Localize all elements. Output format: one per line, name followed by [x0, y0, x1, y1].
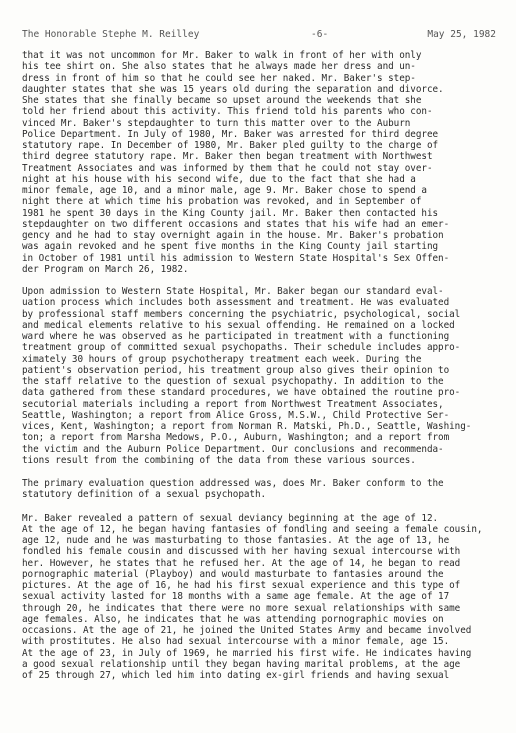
text-line: gency and he had to stay overnight again in the house. Mr. Baker's probation [22, 230, 444, 241]
paragraph-question [22, 478, 496, 501]
text-line: pornographic material (Playboy) and would masturbate to fantasies around the [22, 568, 444, 580]
text-line: Police Department. In July of 1980, Mr. Baker was arrested for third degree [22, 128, 439, 140]
text-line: night there at which time his probation was revoked, and in September of [22, 196, 422, 208]
text-line: occasions. At the age of 21, he joined the United States Army and became involved [22, 625, 472, 636]
text-line: data gathered from these standard procedures, we have obtained the routine pro- [22, 387, 461, 399]
text-line: der Program on March 26, 1982. [22, 263, 189, 275]
paragraph-spacer [22, 501, 496, 513]
text-line: secutorial materials including a report from Northwest Treatment Associates, [22, 398, 444, 410]
text-line: statutory definition of a sexual psychopath. [22, 489, 267, 501]
text-line: was again revoked and he spent five months in the King County jail starting [22, 241, 439, 253]
text-line: treatment group of committed sexual psychopaths. Their schedule includes appro- [22, 342, 461, 354]
text-line: tions result from the combining of the data from these various sources. [22, 454, 416, 466]
text-line: At the age of 23, in July of 1969, he married his first wife. He indicates having [22, 647, 472, 659]
paragraph-evaluation [22, 286, 496, 466]
text-line: age 12, nude and he was masturbating to those fantasies. At the age of 13, he [22, 535, 450, 546]
text-line: Upon admission to Western State Hospital, Mr. Baker began our standard eval- [22, 286, 444, 297]
text-line: with prostitutes. He also had sexual intercourse with a minor female, age 15. [22, 636, 450, 648]
text-line: the staff relative to the question of sexual psychopathy. In addition to the [22, 376, 444, 387]
header-addressee: The Honorable Stephe M. Reilley [22, 29, 200, 40]
text-line: vinced Mr. Baker's stepdaughter to turn this matter over to the Auburn [22, 117, 411, 129]
text-line: that it was not uncommon for Mr. Baker to walk in front of her with only [22, 50, 422, 61]
text-line: Mr. Baker revealed a pattern of sexual deviancy beginning at the age of 12. [22, 512, 439, 524]
text-line: the victim and the Auburn Police Department. Our conclusions and recommenda- [22, 443, 444, 455]
text-line: statutory rape. In December of 1980, Mr. Baker pled guilty to the charge of [22, 140, 439, 151]
text-line: vices, Kent, Washington; a report from Norman R. Matski, Ph.D., Seattle, Washing- [22, 421, 472, 432]
header-page-number: -6- [311, 29, 329, 40]
paragraph-history [22, 50, 496, 275]
document-body [22, 50, 496, 681]
text-line: sexual activity lasted for 18 months with a same age female. At the age of 17 [22, 591, 450, 603]
text-line: dress in front of him so that he could see her naked. Mr. Baker's step- [22, 72, 416, 84]
text-line: The primary evaluation question addressed was, does Mr. Baker conform to the [22, 478, 444, 489]
text-line: night at his house with his second wife, due to the fact that she had a [22, 173, 416, 185]
text-line: uation process which includes both assessment and treatment. He was evaluated [22, 297, 450, 309]
text-line: She states that she finally became so upset around the weekends that she [22, 95, 422, 106]
paragraph-spacer [22, 466, 496, 478]
text-line: his tee shirt on. She also states that he always made her dress and un- [22, 61, 416, 73]
text-line: Treatment Associates and was informed by them that he could not stay over- [22, 162, 433, 174]
text-line: of 25 through 27, which led him into dating ex-girl friends and having sexual [22, 670, 450, 681]
text-line: ximately 30 hours of group psychotherapy treatment each week. During the [22, 353, 422, 365]
text-line: patient's observation period, his treatment group also gives their opinion to [22, 364, 450, 376]
text-line: 1981 he spent 30 days in the King County jail. Mr. Baker then contacted his [22, 207, 439, 219]
paragraph-pattern [22, 513, 496, 682]
text-line: ward where he was observed as he participated in treatment with a functioning [22, 331, 450, 342]
text-line: ton; a report from Marsha Medows, P.O., Auburn, Washington; and a report from [22, 432, 450, 444]
text-line: her. However, he states that he refused her. At the age of 14, he began to read [22, 557, 461, 569]
text-line: fondled his female cousin and discussed with her having sexual intercourse with [22, 546, 461, 558]
text-line: third degree statutory rape. Mr. Baker then began treatment with Northwest [22, 151, 433, 163]
text-line: At the age of 12, he began having fantasies of fondling and seeing a female cousin, [22, 523, 483, 535]
header-date: May 25, 1982 [427, 29, 496, 40]
text-line: daughter states that she was 15 years old during the separation and divorce. [22, 83, 444, 95]
text-line: told her friend about this activity. This friend told his parents who con- [22, 106, 433, 118]
text-line: a good sexual relationship until they began having marital problems, at the age [22, 658, 461, 670]
text-line: age females. Also, he indicates that he was attending pornographic movies on [22, 613, 444, 625]
text-line: in October of 1981 until his admission to Western State Hospital's Sex Offen- [22, 252, 450, 264]
text-line: minor female, age 10, and a minor male, age 9. Mr. Baker chose to spend a [22, 185, 427, 196]
text-line: pictures. At the age of 16, he had his first sexual experience and this type of [22, 580, 461, 591]
text-line: through 20, he indicates that there were no more sexual relationships with same [22, 602, 461, 614]
page-header [22, 29, 496, 43]
text-line: by professional staff members concerning the psychiatric, psychological, social [22, 308, 461, 320]
text-line: stepdaughter on two different occasions and states that his wife had an emer- [22, 218, 450, 230]
text-line: Seattle, Washington; a report from Alice Gross, M.S.W., Child Protective Ser- [22, 409, 450, 421]
text-line: and medical elements relative to his sexual offending. He remained on a locked [22, 319, 455, 331]
paragraph-spacer [22, 275, 496, 286]
